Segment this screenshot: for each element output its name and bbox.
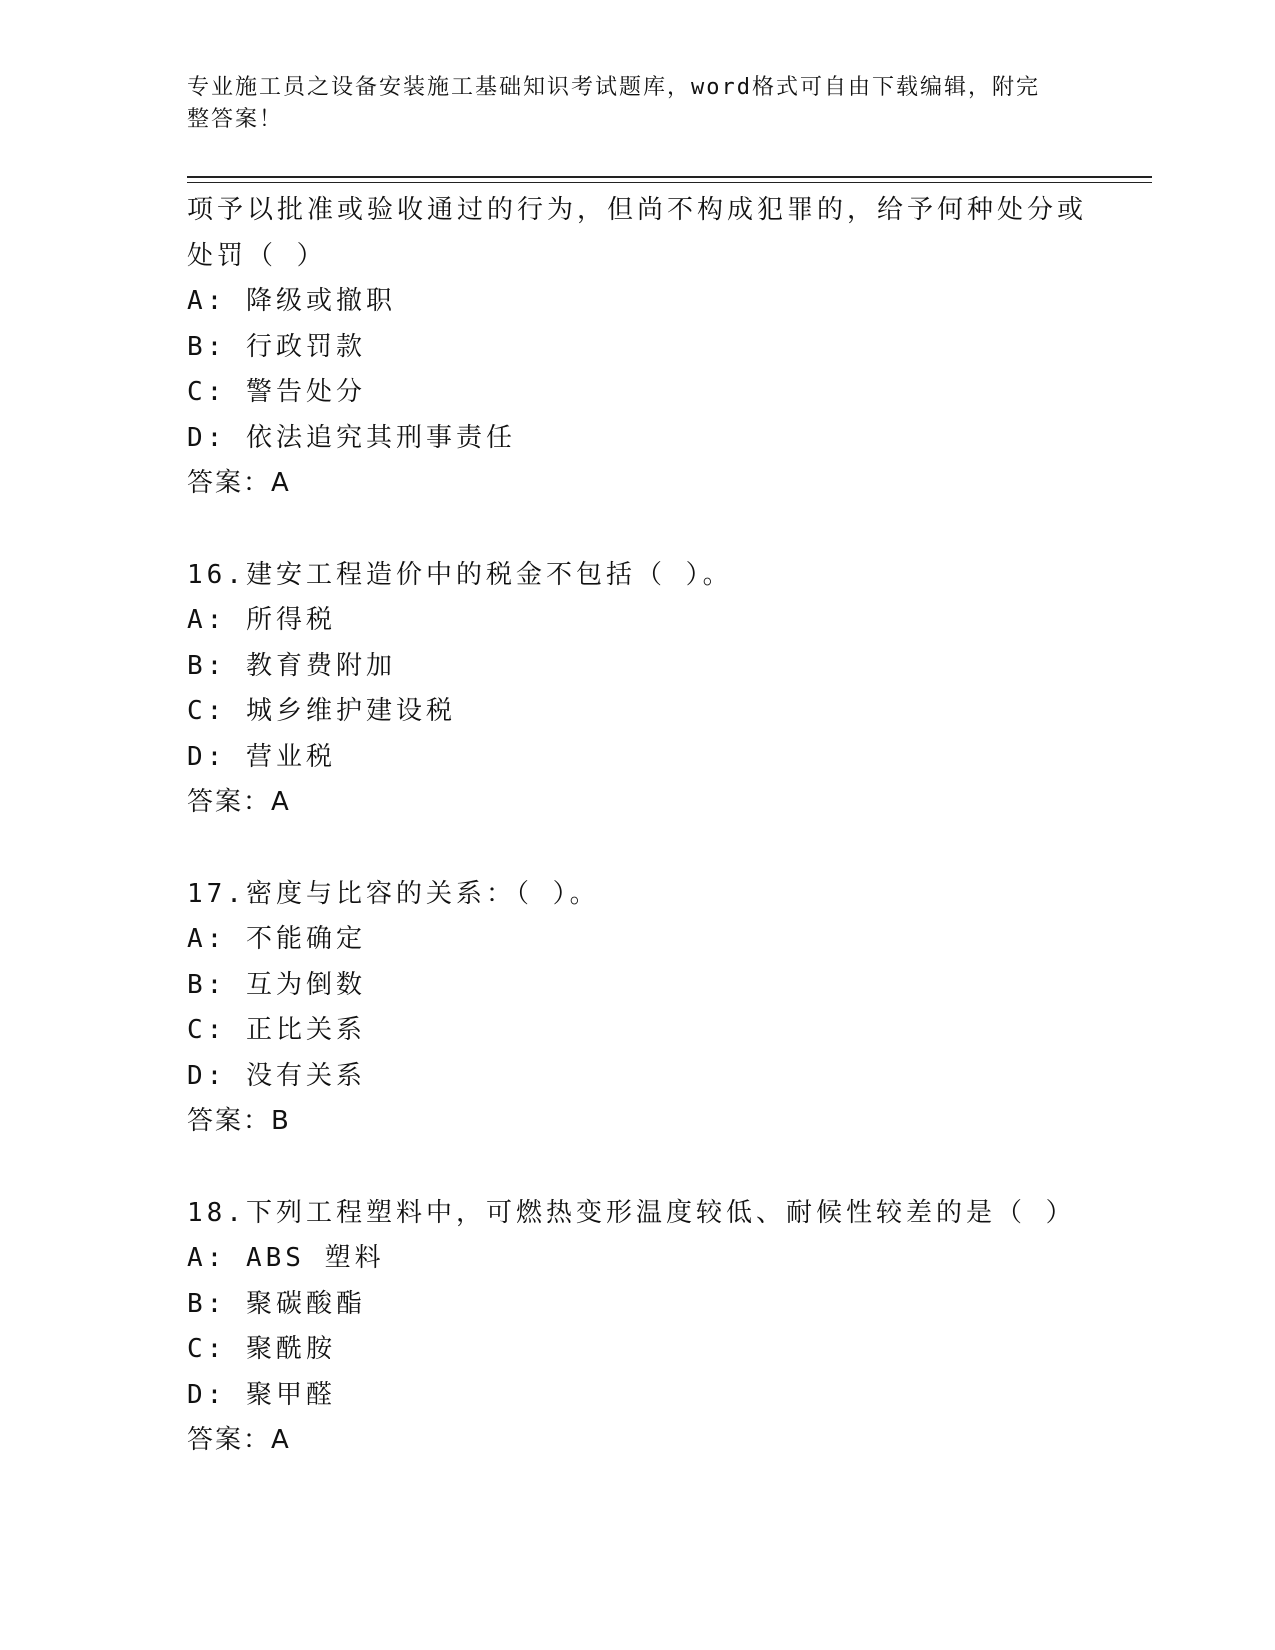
option-a: A: 降级或撤职 <box>187 286 396 316</box>
question-title: 18.下列工程塑料中，可燃热变形温度较低、耐候性较差的是（ ） <box>187 1197 1076 1228</box>
header-divider-thick <box>187 176 1152 178</box>
question-block-18 <box>187 1191 1076 1464</box>
option-a: A: ABS 塑料 <box>187 1243 385 1273</box>
spacer <box>187 1145 1067 1191</box>
option-c: C: 警告处分 <box>187 377 366 407</box>
option-c: C: 城乡维护建设税 <box>187 696 456 726</box>
option-b: B: 教育费附加 <box>187 650 396 681</box>
option-d: D: 依法追究其刑事责任 <box>187 422 516 453</box>
header-divider-thin <box>187 182 1152 183</box>
option-b: B: 聚碳酸酯 <box>187 1288 366 1319</box>
option-d: D: 营业税 <box>187 741 336 772</box>
option-c: C: 聚酰胺 <box>187 1334 336 1364</box>
question-title: 16.建安工程造价中的税金不包括（ ）。 <box>187 559 733 590</box>
option-b: B: 行政罚款 <box>187 331 366 362</box>
question-block-17 <box>187 872 1067 1145</box>
question-list <box>187 188 1088 1464</box>
question-title: 17.密度与比容的关系：（ ）。 <box>187 878 600 909</box>
question-text: 项予以批准或验收通过的行为，但尚不构成犯罪的，给予何种处分或 <box>187 195 1088 225</box>
header-line-2: 整答案！ <box>187 107 284 132</box>
question-block-continued <box>187 188 1088 507</box>
document-header <box>187 72 1067 136</box>
answer-line: 答案：A <box>187 787 291 817</box>
option-d: D: 没有关系 <box>187 1060 366 1091</box>
question-text: 处罚（ ） <box>187 240 327 271</box>
spacer <box>187 507 1067 553</box>
option-c: C: 正比关系 <box>187 1015 366 1045</box>
spacer <box>187 826 1067 872</box>
answer-line: 答案：B <box>187 1106 291 1136</box>
answer-line: 答案：A <box>187 468 291 498</box>
option-a: A: 所得税 <box>187 605 336 635</box>
answer-line: 答案：A <box>187 1425 291 1455</box>
header-line-1: 专业施工员之设备安装施工基础知识考试题库，word格式可自由下载编辑，附完 <box>187 75 1040 100</box>
option-a: A: 不能确定 <box>187 924 366 954</box>
option-b: B: 互为倒数 <box>187 969 366 1000</box>
question-block-16 <box>187 553 1067 826</box>
option-d: D: 聚甲醛 <box>187 1379 336 1410</box>
